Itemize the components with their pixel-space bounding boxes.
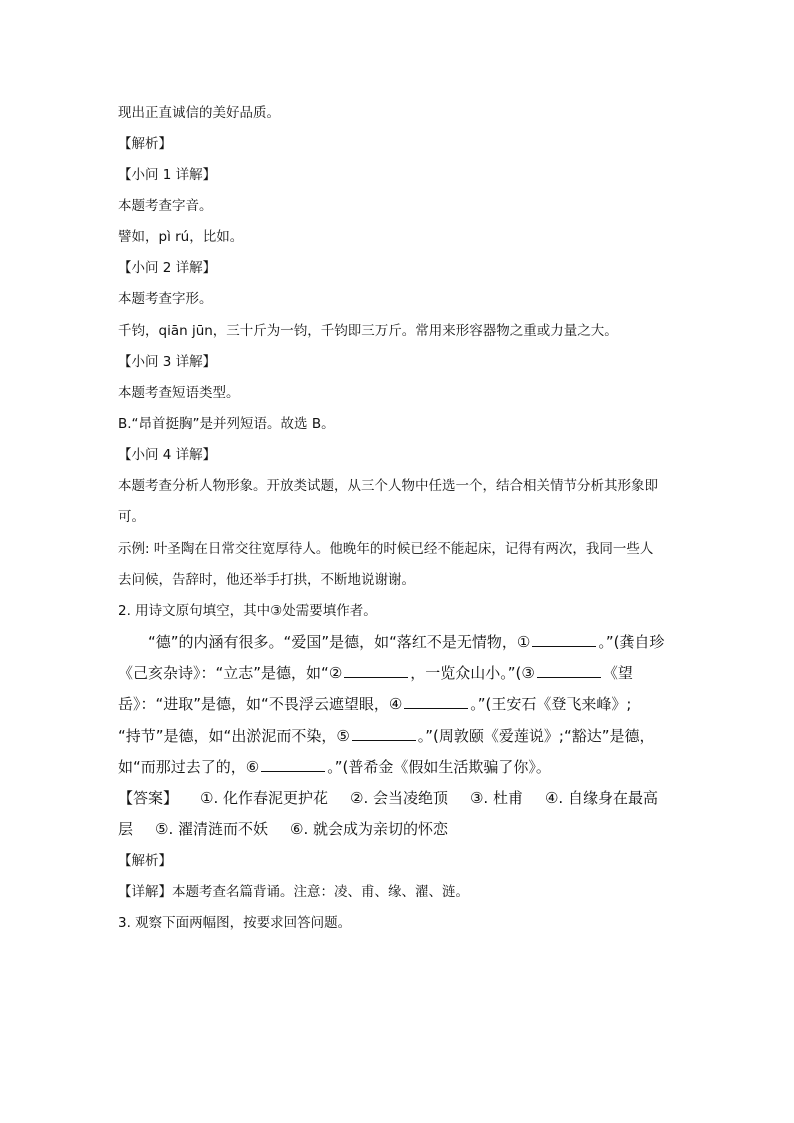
answer-item: ③. 杜甫 xyxy=(469,789,523,807)
fill-blank-1[interactable] xyxy=(532,634,596,647)
text-line: 本题考查字形。 xyxy=(118,291,213,307)
sub-question-heading: 【小问 3 详解】 xyxy=(118,354,217,370)
text-line: B.“昂首挺胸”是并列短语。故选 B。 xyxy=(118,416,335,432)
fill-blank-3[interactable] xyxy=(537,665,601,678)
answer-item: ①. 化作春泥更护花 xyxy=(200,789,328,807)
question-3-title: 3. 观察下面两幅图，按要求回答问题。 xyxy=(118,915,352,931)
q2-text: 。”(普希金《假如生活欺骗了你》。 xyxy=(327,758,551,776)
text-line: 可。 xyxy=(118,509,145,525)
q2-text: 。”(周敦颐《爱莲说》;“豁达”是德， xyxy=(417,727,655,745)
text-line: 本题考查字音。 xyxy=(118,198,213,214)
answer-item: ④. 自缘身在最高 xyxy=(544,789,658,807)
answer-item: 层 xyxy=(118,820,134,838)
answer-item: ⑥. 就会成为亲切的怀恋 xyxy=(290,820,448,838)
text-line: 现出正直诚信的美好品质。 xyxy=(118,105,280,121)
fill-blank-6[interactable] xyxy=(261,759,325,772)
text-line: 千钧，qiān jūn，三十斤为一钧，千钧即三万斤。常用来形容器物之重或力量之大。 xyxy=(118,323,618,339)
q2-text: 《望 xyxy=(602,664,633,682)
text-line: 去问候，告辞时，他还举手打拱，不断地说谢谢。 xyxy=(118,572,415,588)
q2-paragraph-line xyxy=(118,726,678,746)
detail-line: 【详解】本题考查名篇背诵。注意：凌、甫、缘、濯、涟。 xyxy=(118,884,469,900)
q2-text: ，一览众山小。”(③ xyxy=(410,664,535,682)
answer-item: ②. 会当凌绝顶 xyxy=(350,789,448,807)
sub-question-heading: 【小问 4 详解】 xyxy=(118,447,217,463)
fill-blank-5[interactable] xyxy=(352,728,416,741)
q2-paragraph-line xyxy=(118,632,708,652)
section-heading: 【解析】 xyxy=(118,853,172,869)
fill-blank-2[interactable] xyxy=(344,665,408,678)
q2-text: 如“而那过去了的，⑥ xyxy=(118,758,260,776)
sub-question-heading: 【小问 1 详解】 xyxy=(118,167,217,183)
answer-item: ⑤. 濯清涟而不妖 xyxy=(155,820,268,838)
sub-question-heading: 【小问 2 详解】 xyxy=(118,260,217,276)
q2-text: 岳》：“进取”是德，如“不畏浮云遮望眼，④ xyxy=(118,695,403,713)
q2-text: “持节”是德，如“出淤泥而不染，⑤ xyxy=(118,727,350,745)
q2-paragraph-line xyxy=(118,757,678,777)
q2-paragraph-line xyxy=(118,694,678,714)
q2-text: 《己亥杂诗》：“立志”是德，如“② xyxy=(118,664,343,682)
fill-blank-4[interactable] xyxy=(404,696,468,709)
answer-label: 【答案】 xyxy=(118,789,179,807)
answer-line xyxy=(118,788,678,808)
text-line: 譬如，pì rú，比如。 xyxy=(118,229,244,245)
text-line: 本题考查短语类型。 xyxy=(118,385,240,401)
q2-text: 。”(王安石《登飞来峰》; xyxy=(470,695,632,713)
text-line: 示例: 叶圣陶在日常交往宽厚待人。他晚年的时候已经不能起床，记得有两次，我同一些人 xyxy=(118,541,654,557)
answer-line xyxy=(118,819,678,839)
q2-text: 。”(龚自珍 xyxy=(598,633,665,651)
q2-text: “德”的内涵有很多。“爱国”是德，如“落红不是无情物，① xyxy=(148,633,531,651)
q2-paragraph-line xyxy=(118,663,678,683)
text-line: 本题考查分析人物形象。开放类试题，从三个人物中任选一个，结合相关情节分析其形象即 xyxy=(118,478,658,494)
question-2-title: 2. 用诗文原句填空，其中③处需要填作者。 xyxy=(118,603,377,619)
section-heading: 【解析】 xyxy=(118,136,172,152)
